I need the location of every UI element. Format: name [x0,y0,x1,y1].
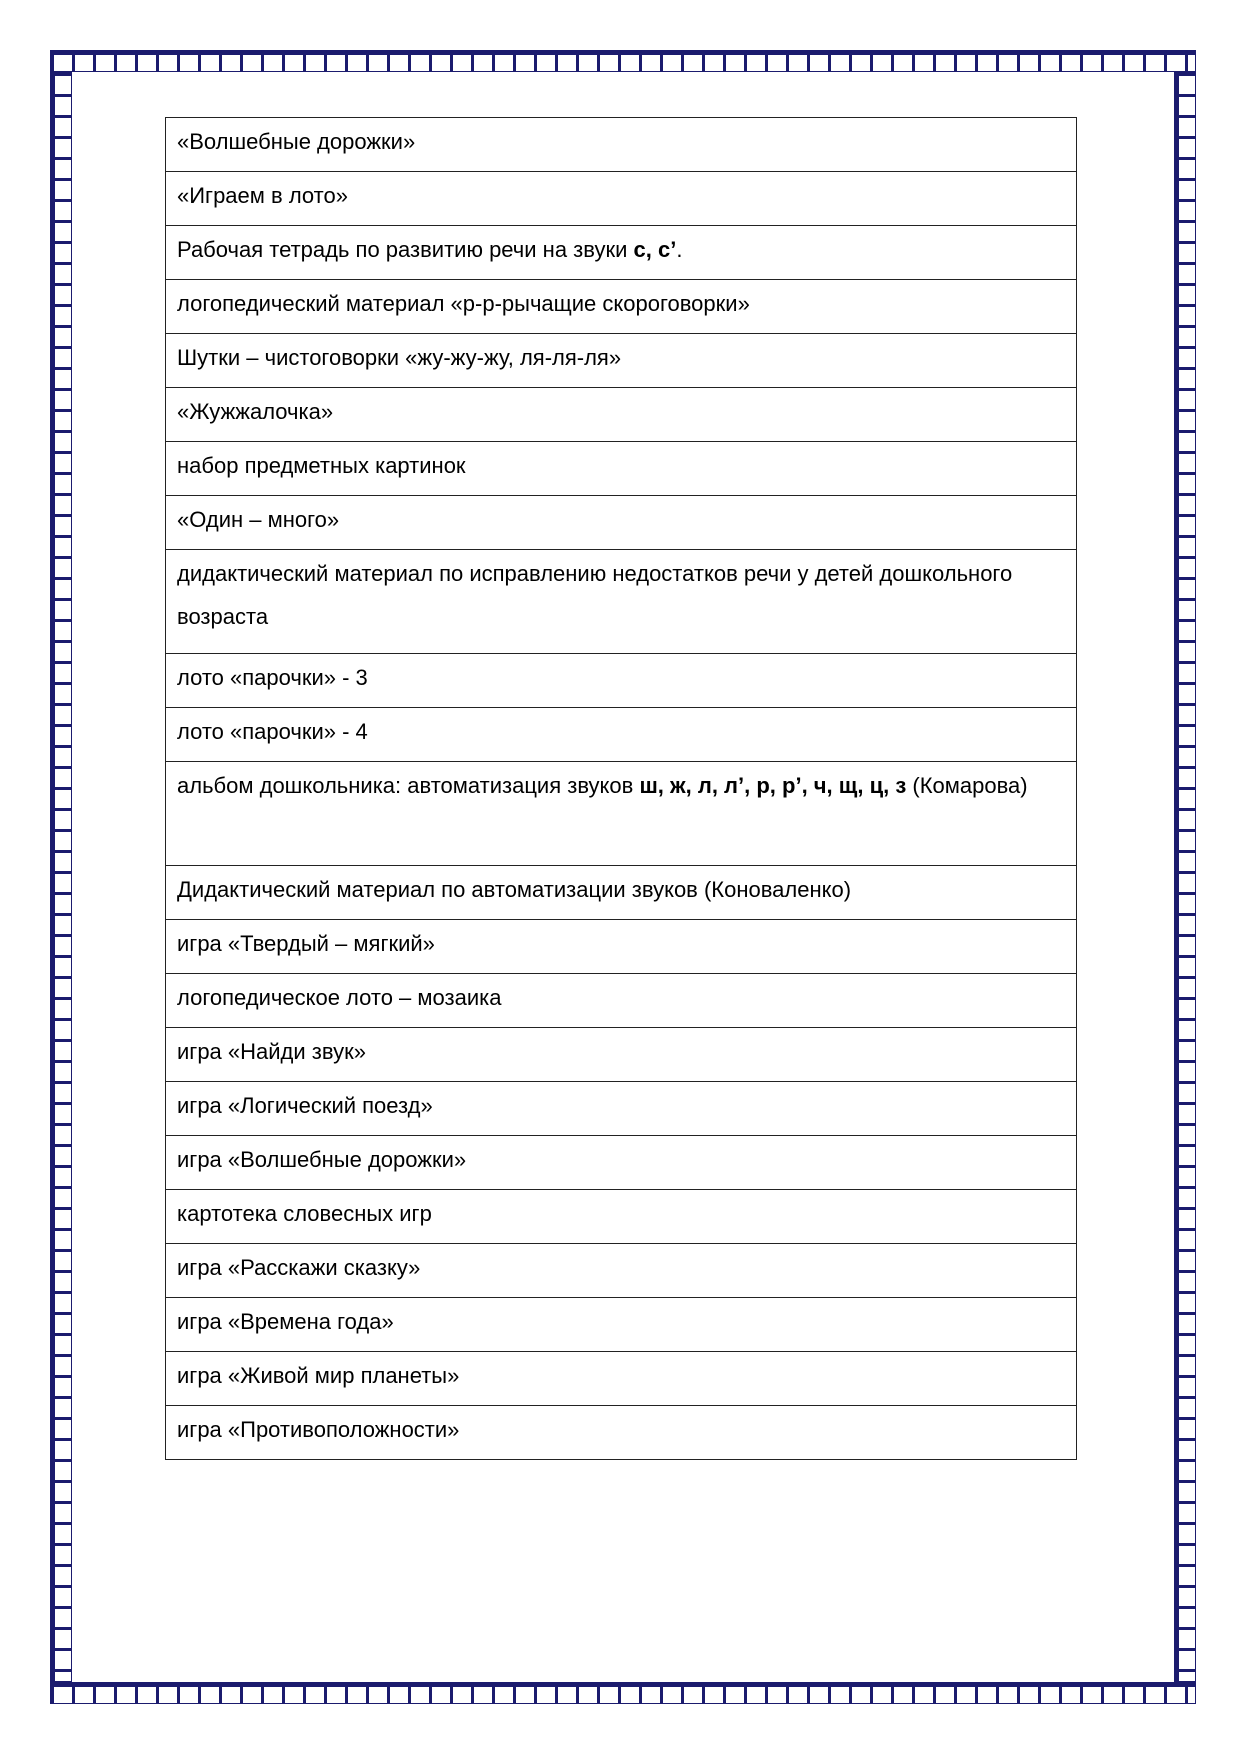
cell-bold-text: с, с’ [633,237,677,262]
table-row [166,496,1077,550]
table-cell: картотека словесных игр [166,1190,1077,1244]
table-cell: «Жужжалочка» [166,388,1077,442]
table-row [166,1244,1077,1298]
table-cell: набор предметных картинок [166,442,1077,496]
table-row [166,334,1077,388]
table-row [166,1136,1077,1190]
page-border-bottom [50,1682,1196,1704]
table-cell: логопедический материал «р-р-рычащие скороговорки» [166,280,1077,334]
table-row [166,920,1077,974]
table-cell [166,762,1077,866]
table-cell: Шутки – чистоговорки «жу-жу-жу, ля-ля-ля» [166,334,1077,388]
table-cell: игра «Волшебные дорожки» [166,1136,1077,1190]
materials-table [165,117,1077,1460]
cell-text: (Комарова) [906,773,1028,798]
table-cell: игра «Твердый – мягкий» [166,920,1077,974]
table-row [166,172,1077,226]
table-cell [166,226,1077,280]
cell-bold-text: ш, ж, л, л’, р, р’, ч, щ, ц, з [639,773,907,798]
table-row [166,388,1077,442]
table-cell: игра «Времена года» [166,1298,1077,1352]
table-row [166,1406,1077,1460]
table-cell: игра «Найди звук» [166,1028,1077,1082]
table-cell: логопедическое лото – мозаика [166,974,1077,1028]
table-cell: игра «Противоположности» [166,1406,1077,1460]
table-row [166,1082,1077,1136]
table-row [166,1028,1077,1082]
table-row [166,1352,1077,1406]
cell-text: . [676,237,683,262]
table-row [166,442,1077,496]
table-cell: дидактический материал по исправлению недостатков речи у детей дошкольного возраста [166,550,1077,654]
page-border-right [1174,72,1196,1682]
table-row [166,866,1077,920]
table-cell: Дидактический материал по автоматизации звуков (Коноваленко) [166,866,1077,920]
table-cell: «Волшебные дорожки» [166,118,1077,172]
table-row [166,280,1077,334]
table-row [166,1190,1077,1244]
table-row [166,550,1077,654]
table-row [166,654,1077,708]
table-row [166,762,1077,866]
cell-text: альбом дошкольника: автоматизация звуков [177,773,640,798]
table-cell: игра «Расскажи сказку» [166,1244,1077,1298]
table-row [166,708,1077,762]
table-cell: игра «Живой мир планеты» [166,1352,1077,1406]
cell-text: Рабочая тетрадь по развитию речи на звуки [177,237,634,262]
table-cell: игра «Логический поезд» [166,1082,1077,1136]
page-border-left [50,72,72,1682]
page-border-top [50,50,1196,72]
table-row [166,1298,1077,1352]
table-cell: «Один – много» [166,496,1077,550]
table-row [166,118,1077,172]
table-cell: лото «парочки» - 3 [166,654,1077,708]
table-row [166,226,1077,280]
table-row [166,974,1077,1028]
table-cell: лото «парочки» - 4 [166,708,1077,762]
table-cell: «Играем в лото» [166,172,1077,226]
